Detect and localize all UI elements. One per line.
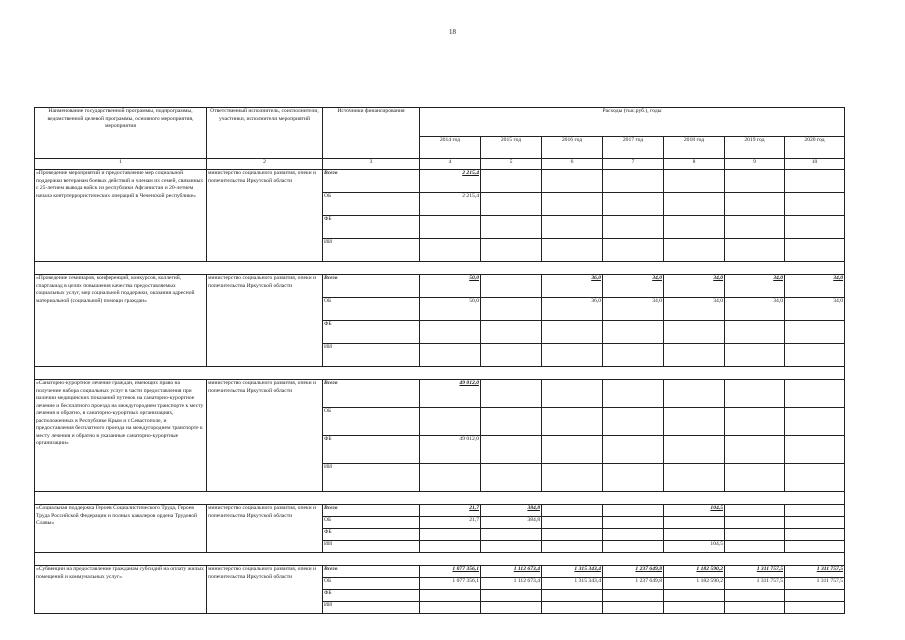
value-cell: 36,0 (542, 275, 603, 298)
table-row (35, 566, 845, 578)
value-cell: 21,7 (420, 505, 481, 517)
source-cell: ИИ (323, 602, 420, 614)
column-index: 1 (35, 159, 207, 170)
value-cell (725, 541, 785, 553)
value-cell: 36,0 (542, 298, 603, 321)
program-name-cell: «Социальная поддержка Героев Социалистического Труда, Героев Труда Российской Федерации и полных кавалеров ордена Трудовой Славы» (35, 505, 207, 553)
value-cell (785, 602, 845, 614)
value-cell (785, 517, 845, 529)
value-cell (603, 380, 664, 408)
value-cell (603, 170, 664, 193)
header-year: 2018 год (664, 137, 725, 159)
value-cell: 1 311 757,5 (725, 578, 785, 590)
value-cell (785, 590, 845, 602)
value-cell (603, 344, 664, 367)
source-cell: ФБ (323, 436, 420, 464)
value-cell: 34,0 (785, 298, 845, 321)
header-executor: Ответственный исполнитель, соисполнители, участники, исполнители мероприятий (207, 108, 323, 159)
value-cell: 1 182 590,2 (664, 566, 725, 578)
source-cell: ОБ (323, 193, 420, 216)
value-cell: 1 311 757,5 (785, 578, 845, 590)
value-cell (420, 529, 481, 541)
value-cell (542, 216, 603, 239)
value-cell: 50,0 (420, 275, 481, 298)
value-cell (725, 170, 785, 193)
value-cell: 2 215,4 (420, 170, 481, 193)
value-cell (664, 321, 725, 344)
column-index: 5 (481, 159, 542, 170)
value-cell (664, 344, 725, 367)
header-year: 2015 год (481, 137, 542, 159)
spacer-cell (35, 262, 845, 275)
spacer-row (35, 492, 845, 505)
value-cell (420, 464, 481, 492)
value-cell (664, 408, 725, 436)
header-year: 2014 год (420, 137, 481, 159)
value-cell (542, 321, 603, 344)
table-row (35, 505, 845, 517)
value-cell: 1 112 673,4 (481, 578, 542, 590)
value-cell (420, 321, 481, 344)
value-cell (420, 590, 481, 602)
value-cell (725, 505, 785, 517)
value-cell (603, 529, 664, 541)
table-body (35, 170, 845, 614)
value-cell: 1 237 649,8 (603, 566, 664, 578)
value-cell (481, 602, 542, 614)
value-cell (542, 239, 603, 262)
value-cell: 104,5 (664, 505, 725, 517)
value-cell: 1 311 757,5 (725, 566, 785, 578)
value-cell (603, 541, 664, 553)
value-cell (664, 590, 725, 602)
value-cell (542, 380, 603, 408)
value-cell (664, 602, 725, 614)
value-cell (664, 193, 725, 216)
executor-cell: министерство социального развития, опеки и попечительства Иркутской области (207, 275, 323, 367)
value-cell (420, 602, 481, 614)
source-cell: Всего (323, 380, 420, 408)
header-year: 2019 год (725, 137, 785, 159)
value-cell (603, 408, 664, 436)
value-cell (664, 170, 725, 193)
source-cell: ИИ (323, 464, 420, 492)
value-cell (725, 408, 785, 436)
value-cell (542, 602, 603, 614)
value-cell: 34,0 (603, 275, 664, 298)
value-cell (420, 239, 481, 262)
value-cell (420, 344, 481, 367)
header-name: Наименование государственной программы, подпрограммы, ведомственной целевой программы, основного мероприятия, мероприятия (35, 108, 207, 159)
value-cell (603, 239, 664, 262)
value-cell (542, 505, 603, 517)
value-cell (725, 239, 785, 262)
value-cell (481, 170, 542, 193)
value-cell (481, 193, 542, 216)
source-cell: ОБ (323, 578, 420, 590)
spacer-cell (35, 553, 845, 566)
value-cell: 384,8 (481, 517, 542, 529)
value-cell: 1 077 356,1 (420, 566, 481, 578)
value-cell (785, 380, 845, 408)
value-cell (481, 590, 542, 602)
column-index: 2 (207, 159, 323, 170)
value-cell (481, 541, 542, 553)
value-cell (603, 464, 664, 492)
value-cell (542, 170, 603, 193)
value-cell (542, 193, 603, 216)
source-cell: Всего (323, 505, 420, 517)
column-index: 4 (420, 159, 481, 170)
value-cell (785, 216, 845, 239)
value-cell (725, 517, 785, 529)
spacer-cell (35, 367, 845, 380)
table-row (35, 275, 845, 298)
column-index: 6 (542, 159, 603, 170)
spacer-row (35, 553, 845, 566)
value-cell (481, 380, 542, 408)
value-cell (481, 239, 542, 262)
page-number: 18 (449, 28, 456, 36)
spacer-row (35, 367, 845, 380)
value-cell (481, 321, 542, 344)
value-cell (603, 193, 664, 216)
header-expenses: Расходы (тыс.руб.), годы (420, 108, 845, 137)
value-cell (785, 529, 845, 541)
header-source: Источники финансирования (323, 108, 420, 159)
value-cell: 21,7 (420, 517, 481, 529)
source-cell: ФБ (323, 321, 420, 344)
column-index: 10 (785, 159, 845, 170)
value-cell (785, 541, 845, 553)
value-cell (542, 517, 603, 529)
value-cell: 1 182 590,2 (664, 578, 725, 590)
source-cell: ОБ (323, 298, 420, 321)
value-cell (785, 239, 845, 262)
value-cell (603, 216, 664, 239)
value-cell (785, 321, 845, 344)
value-cell: 1 311 757,5 (785, 566, 845, 578)
header-year: 2017 год (603, 137, 664, 159)
value-cell (481, 529, 542, 541)
value-cell (785, 408, 845, 436)
spacer-row (35, 262, 845, 275)
source-cell: ИИ (323, 239, 420, 262)
source-cell: ФБ (323, 216, 420, 239)
source-cell: ОБ (323, 408, 420, 436)
value-cell: 1 077 356,1 (420, 578, 481, 590)
value-cell (785, 170, 845, 193)
header-year: 2016 год (542, 137, 603, 159)
source-cell: Всего (323, 275, 420, 298)
value-cell (725, 529, 785, 541)
value-cell (542, 529, 603, 541)
source-cell: ИИ (323, 541, 420, 553)
value-cell (603, 321, 664, 344)
value-cell (785, 436, 845, 464)
table-row (35, 170, 845, 193)
executor-cell: министерство социального развития, опеки и попечительства Иркутской области (207, 566, 323, 614)
source-cell: Всего (323, 566, 420, 578)
value-cell (481, 216, 542, 239)
value-cell (664, 529, 725, 541)
value-cell: 49 012,0 (420, 380, 481, 408)
source-cell: ОБ (323, 517, 420, 529)
value-cell (725, 321, 785, 344)
value-cell (542, 590, 603, 602)
value-cell (664, 436, 725, 464)
value-cell (725, 464, 785, 492)
value-cell (542, 344, 603, 367)
value-cell (725, 436, 785, 464)
value-cell (542, 436, 603, 464)
value-cell: 34,0 (725, 298, 785, 321)
value-cell (603, 505, 664, 517)
value-cell: 49 012,0 (420, 436, 481, 464)
value-cell: 2 215,4 (420, 193, 481, 216)
source-cell: ИИ (323, 344, 420, 367)
value-cell: 34,0 (664, 298, 725, 321)
value-cell (664, 380, 725, 408)
value-cell (603, 517, 664, 529)
value-cell (725, 590, 785, 602)
value-cell: 1 237 649,8 (603, 578, 664, 590)
program-name-cell: «Проведение мероприятий и предоставление мер социальной поддержки ветеранам боевых действий и членам их семей, связанных с 25-летием вывода войск из республики Афганистан и 20-летием начала контртеррористических операций в Чеченской республике» (35, 170, 207, 262)
value-cell (725, 344, 785, 367)
value-cell: 34,0 (603, 298, 664, 321)
table-row (35, 380, 845, 408)
value-cell (420, 541, 481, 553)
column-index: 8 (664, 159, 725, 170)
executor-cell: министерство социального развития, опеки и попечительства Иркутской области (207, 505, 323, 553)
value-cell: 1 315 343,4 (542, 578, 603, 590)
value-cell (785, 193, 845, 216)
value-cell (481, 464, 542, 492)
value-cell (603, 590, 664, 602)
value-cell (481, 344, 542, 367)
value-cell: 1 315 343,4 (542, 566, 603, 578)
value-cell (420, 216, 481, 239)
source-cell: ФБ (323, 590, 420, 602)
value-cell: 104,5 (664, 541, 725, 553)
budget-table (34, 107, 845, 614)
executor-cell: министерство социального развития, опеки и попечительства Иркутской области (207, 170, 323, 262)
value-cell (481, 436, 542, 464)
value-cell (664, 517, 725, 529)
value-cell (725, 216, 785, 239)
value-cell (785, 505, 845, 517)
source-cell: ФБ (323, 529, 420, 541)
value-cell (420, 408, 481, 436)
value-cell (664, 239, 725, 262)
value-cell (785, 344, 845, 367)
program-name-cell: «Санаторно-курортное лечение граждан, имеющих право на получение набора социальных услуг в части предоставления при наличии медицинских показаний путевок на санаторно-курортное лечение и бесплатного проезда на междугороднем транспорте к месту лечения и обратно, в санаторно-курортных организациях, расположенных в Республике Крым и г.Севастополе, и предоставления бесплатного проезда на междугороднем транспорте к месту лечения и обратно в указанные санаторно-курортные организации» (35, 380, 207, 492)
executor-cell: министерство социального развития, опеки и попечительства Иркутской области (207, 380, 323, 492)
value-cell (603, 436, 664, 464)
column-index: 3 (323, 159, 420, 170)
value-cell (542, 464, 603, 492)
program-name-cell: «Субвенции на предоставление гражданам субсидий на оплату жилых помещений и коммунальных услуг» (35, 566, 207, 614)
value-cell: 384,8 (481, 505, 542, 517)
spacer-cell (35, 492, 845, 505)
value-cell (725, 193, 785, 216)
value-cell (725, 602, 785, 614)
column-index: 7 (603, 159, 664, 170)
value-cell (542, 541, 603, 553)
value-cell (603, 602, 664, 614)
column-index: 9 (725, 159, 785, 170)
value-cell (725, 380, 785, 408)
value-cell (542, 408, 603, 436)
source-cell: Всего (323, 170, 420, 193)
value-cell (481, 298, 542, 321)
value-cell (664, 464, 725, 492)
value-cell: 34,0 (664, 275, 725, 298)
value-cell (664, 216, 725, 239)
program-name-cell: «Проведение семинаров, конференций, конкурсов, коллегий, спартакиад в целях повышения качества предоставляемых социальных услуг, мер социальной поддержки, оказания адресной материальной (социальной) помощи граждан» (35, 275, 207, 367)
value-cell: 34,0 (785, 275, 845, 298)
value-cell: 50,0 (420, 298, 481, 321)
value-cell: 34,0 (725, 275, 785, 298)
header-year: 2020 год (785, 137, 845, 159)
value-cell: 1 112 673,4 (481, 566, 542, 578)
value-cell (481, 275, 542, 298)
value-cell (785, 464, 845, 492)
value-cell (481, 408, 542, 436)
